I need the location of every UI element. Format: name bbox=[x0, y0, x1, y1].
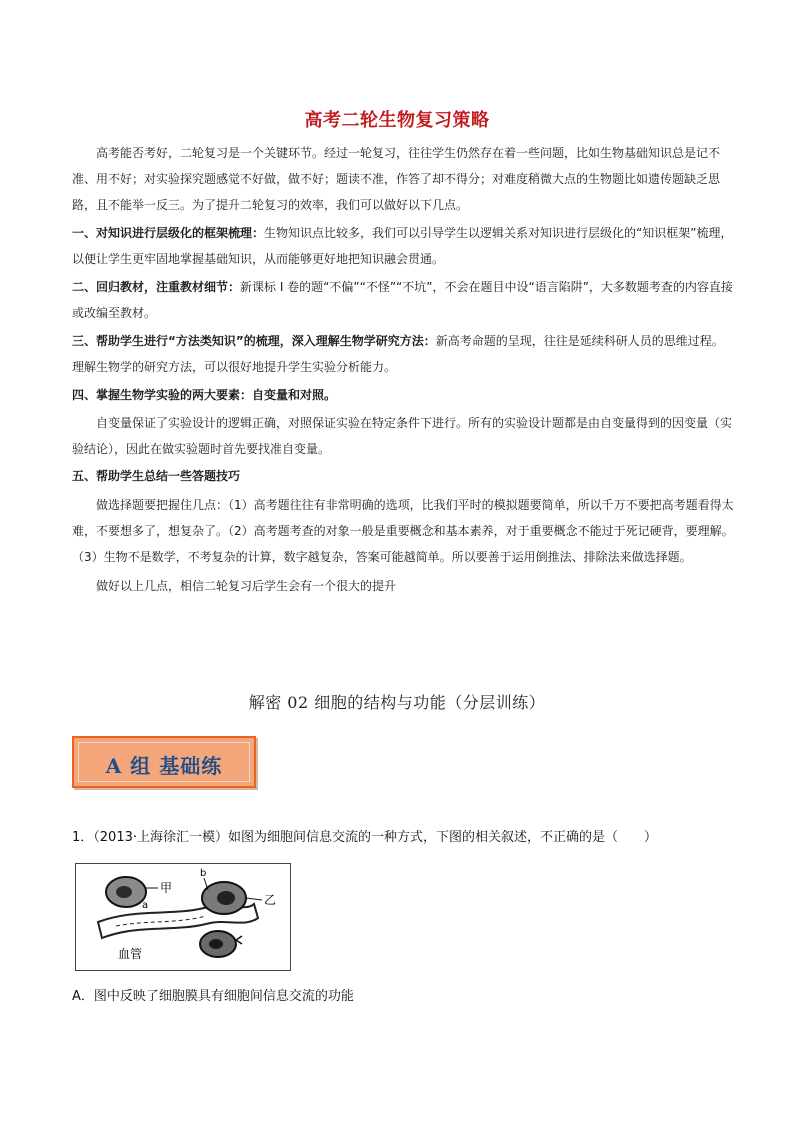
intro-paragraph: 高考能否考好，二轮复习是一个关键环节。经过一轮复习，往往学生仍然存在着一些问题，比如生物基础知识总是记不准、用不好；对实验探究题感觉不好做，做不好；题读不准，作答了却不得分；对难度稍微大点的生物题比如遗传题缺乏思路，且不能举一反三。为了提升二轮复习的效率，我们可以做好以下几点。 bbox=[72, 146, 721, 212]
closing-paragraph: 做好以上几点，相信二轮复习后学生会有一个很大的提升 bbox=[96, 579, 397, 593]
group-a-label: A 组 基础练 bbox=[105, 754, 223, 778]
section-1-heading: 一、对知识进行层级化的框架梳理： bbox=[72, 226, 265, 240]
label-line-yi bbox=[246, 898, 262, 900]
question-1-stem: 1．（2013·上海徐汇一模）如图为细胞间信息交流的一种方式，下图的相关叙述，不正确的是（ ） bbox=[72, 830, 657, 845]
section-2-body: 新课标 I 卷的题“不偏”“不怪”“不坑”，不会在题目中设“语言陷阱”，大多数题考查的内容直接或改编至教材。 bbox=[72, 280, 733, 320]
label-yi: 乙 bbox=[264, 893, 277, 907]
cell-communication-figure bbox=[75, 863, 291, 971]
question-1-option-a: A．图中反映了细胞膜具有细胞间信息交流的功能 bbox=[72, 989, 354, 1004]
section-4-body: 自变量保证了实验设计的逻辑正确，对照保证实验在特定条件下进行。所有的实验设计题都是由自变量得到的因变量（实验结论），因此在做实验题时首先要找准自变量。 bbox=[72, 416, 733, 456]
section-3 bbox=[72, 328, 734, 380]
section-5-heading: 五、帮助学生总结一些答题技巧 bbox=[72, 469, 241, 483]
cell-jia-nucleus bbox=[116, 886, 132, 898]
section-2-heading: 二、回归教材，注重教材细节： bbox=[72, 280, 241, 294]
section-2 bbox=[72, 274, 734, 326]
group-a-banner bbox=[72, 736, 256, 788]
section-title: 解密 02 细胞的结构与功能（分层训练） bbox=[248, 693, 546, 712]
cell-diagram bbox=[76, 864, 290, 970]
document-title: 高考二轮生物复习策略 bbox=[304, 110, 490, 131]
cell-yi-nucleus bbox=[217, 891, 235, 905]
section-3-heading: 三、帮助学生进行“方法类知识”的梳理，深入理解生物学研究方法： bbox=[72, 334, 436, 348]
section-4-heading: 四、掌握生物学实验的两大要素：自变量和对照。 bbox=[72, 388, 337, 402]
label-a: a bbox=[142, 900, 149, 911]
label-jia: 甲 bbox=[160, 881, 173, 895]
section-3-body: 新高考命题的呈现，往往是延续科研人员的思维过程。理解生物学的研究方法，可以很好地提升学生实验分析能力。 bbox=[72, 334, 724, 374]
section-1-body: 生物知识点比较多，我们可以引导学生以逻辑关系对知识进行层级化的“知识框架”梳理，以便让学生更牢固地掌握基础知识，从而能够更好地把知识融会贯通。 bbox=[72, 226, 733, 266]
cell-bottom-nucleus bbox=[209, 939, 223, 949]
label-vessel: 血管 bbox=[118, 947, 143, 961]
section-1 bbox=[72, 220, 734, 272]
section-5-body: 做选择题要把握住几点：（1）高考题往往有非常明确的选项，比我们平时的模拟题要简单，所以千万不要把高考题看得太难，不要想多了，想复杂了。（2）高考题考查的对象一般是重要概念和基本素养，对于重要概念不能过于死记硬背，要理解。（3）生物不是数学，不考复杂的计算，数字越复杂，答案可能越简单。所以要善于运用倒推法、排除法来做选择题。 bbox=[72, 498, 734, 564]
label-b: b bbox=[200, 868, 207, 879]
